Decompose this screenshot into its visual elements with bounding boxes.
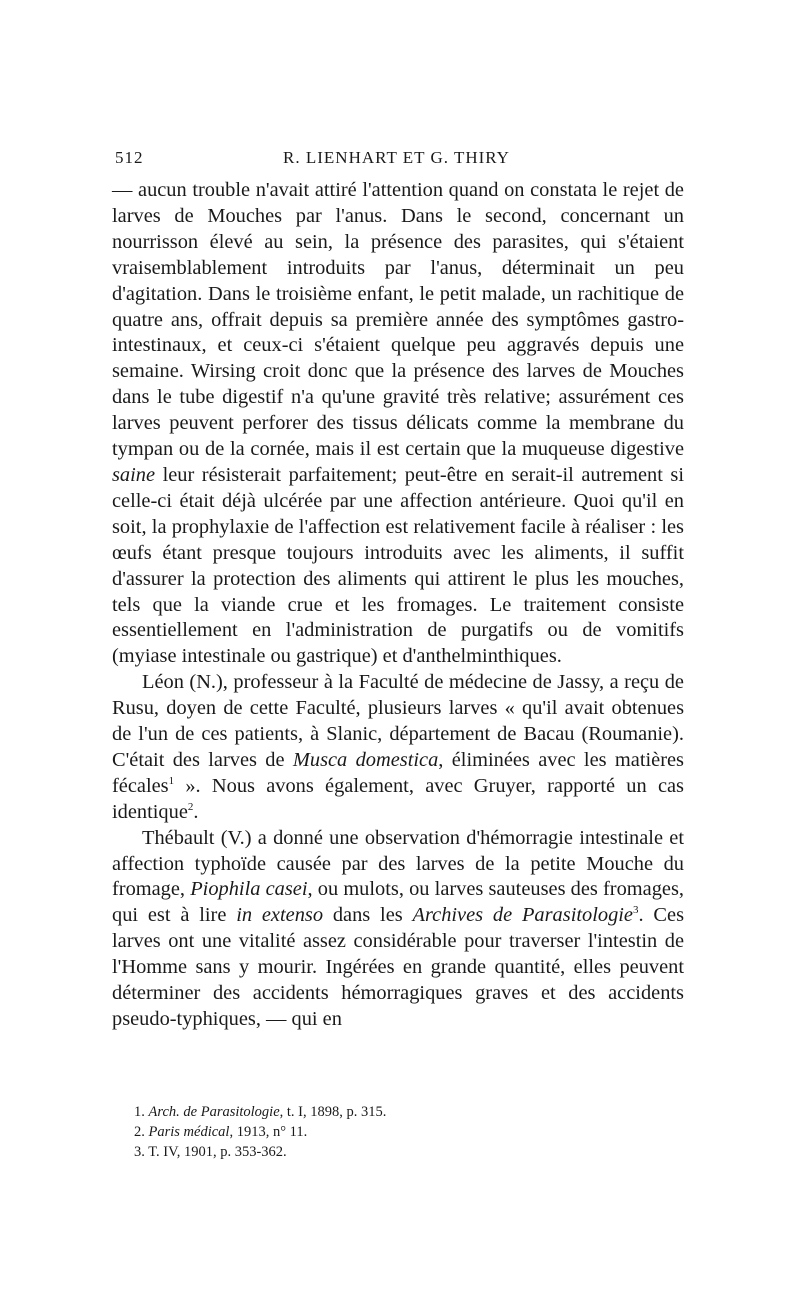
paragraph-thebault: Thébault (V.) a donné une observation d'hémorragie intestinale et affection typhoïde causée par des larves de la petite Mouche du fromage, Piophila casei, ou mulots, ou larves sauteuses des fromages, qui est à lire in extenso dans les Archives de Parasitologie$^3$. Ces larves ont une vitalité assez considérable pour traverser l'intestin de l'Homme sans y mourir. Ingérées en grande quantité, elles peuvent déterminer des accidents hémorragiques graves et des accidents pseudo-typhiques, — qui en [112, 826, 684, 1030]
footnote-ref-1: 1 [168, 775, 175, 788]
main-text [112, 178, 684, 1033]
footnote-ref-3: 3 [633, 904, 639, 917]
paragraph-continuation: — aucun trouble n'avait attiré l'attention quand on constata le rejet de larves de Mouches par l'anus. Dans le second, concernant un nourrisson élevé au sein, la présence des parasites, qui s'étaient vraisemblablement introduits par l'anus, déterminait un peu d'agitation. Dans le troisième enfant, le petit malade, un rachitique de quatre ans, offrait depuis sa première année des symptômes gastro-intestinaux, et ceux-ci s'étaient quelque peu aggravés depuis une semaine. Wirsing croit donc que la présence des larves de Mouches dans le tube digestif n'a qu'une gravité très relative; assurément ces larves peuvent perforer des tissus délicats comme la membrane du tympan ou de la cornée, mais il est certain que la muqueuse digestive saine leur résisterait parfaitement; peut-être en serait-il autrement si celle-ci était déjà ulcérée par une affection antérieure. Quoi qu'il en soit, la prophylaxie de l'affection est relativement facile à réaliser : les œufs étant presque toujours introduits avec les aliments, il suffit d'assurer la protection des aliments qui attirent le plus les mouches, tels que la viande crue et les fromages. Le traitement consiste essentiellement en l'administration de purgatifs ou de vomitifs (myiase intestinale ou gastrique) et d'anthelminthiques. [112, 179, 684, 668]
page-header [115, 148, 678, 172]
paragraph-leon: Léon (N.), professeur à la Faculté de médecine de Jassy, a reçu de Rusu, doyen de cette Faculté, plusieurs larves « qu'il avait obtenues de l'un de ces patients, à Slanic, département de Bacau (Roumanie). C'était des larves de Musca domestica, éliminées avec les matières fécales$^1$ ». Nous avons également, avec Gruyer, rapporté un cas identique$^2$. [112, 671, 684, 823]
footnote-item: 1. Arch. de Parasitologie, t. I, 1898, p. 315. [134, 1104, 387, 1120]
running-title: R. LIENHART ET G. THIRY [283, 148, 510, 167]
footnote-item: 3. T. IV, 1901, p. 353-362. [134, 1144, 287, 1160]
footnote-ref-2: 2 [187, 800, 194, 813]
footnote-item: 2. Paris médical, 1913, n° 11. [134, 1124, 308, 1140]
footnotes [134, 1102, 674, 1162]
page-number: 512 [115, 148, 144, 167]
